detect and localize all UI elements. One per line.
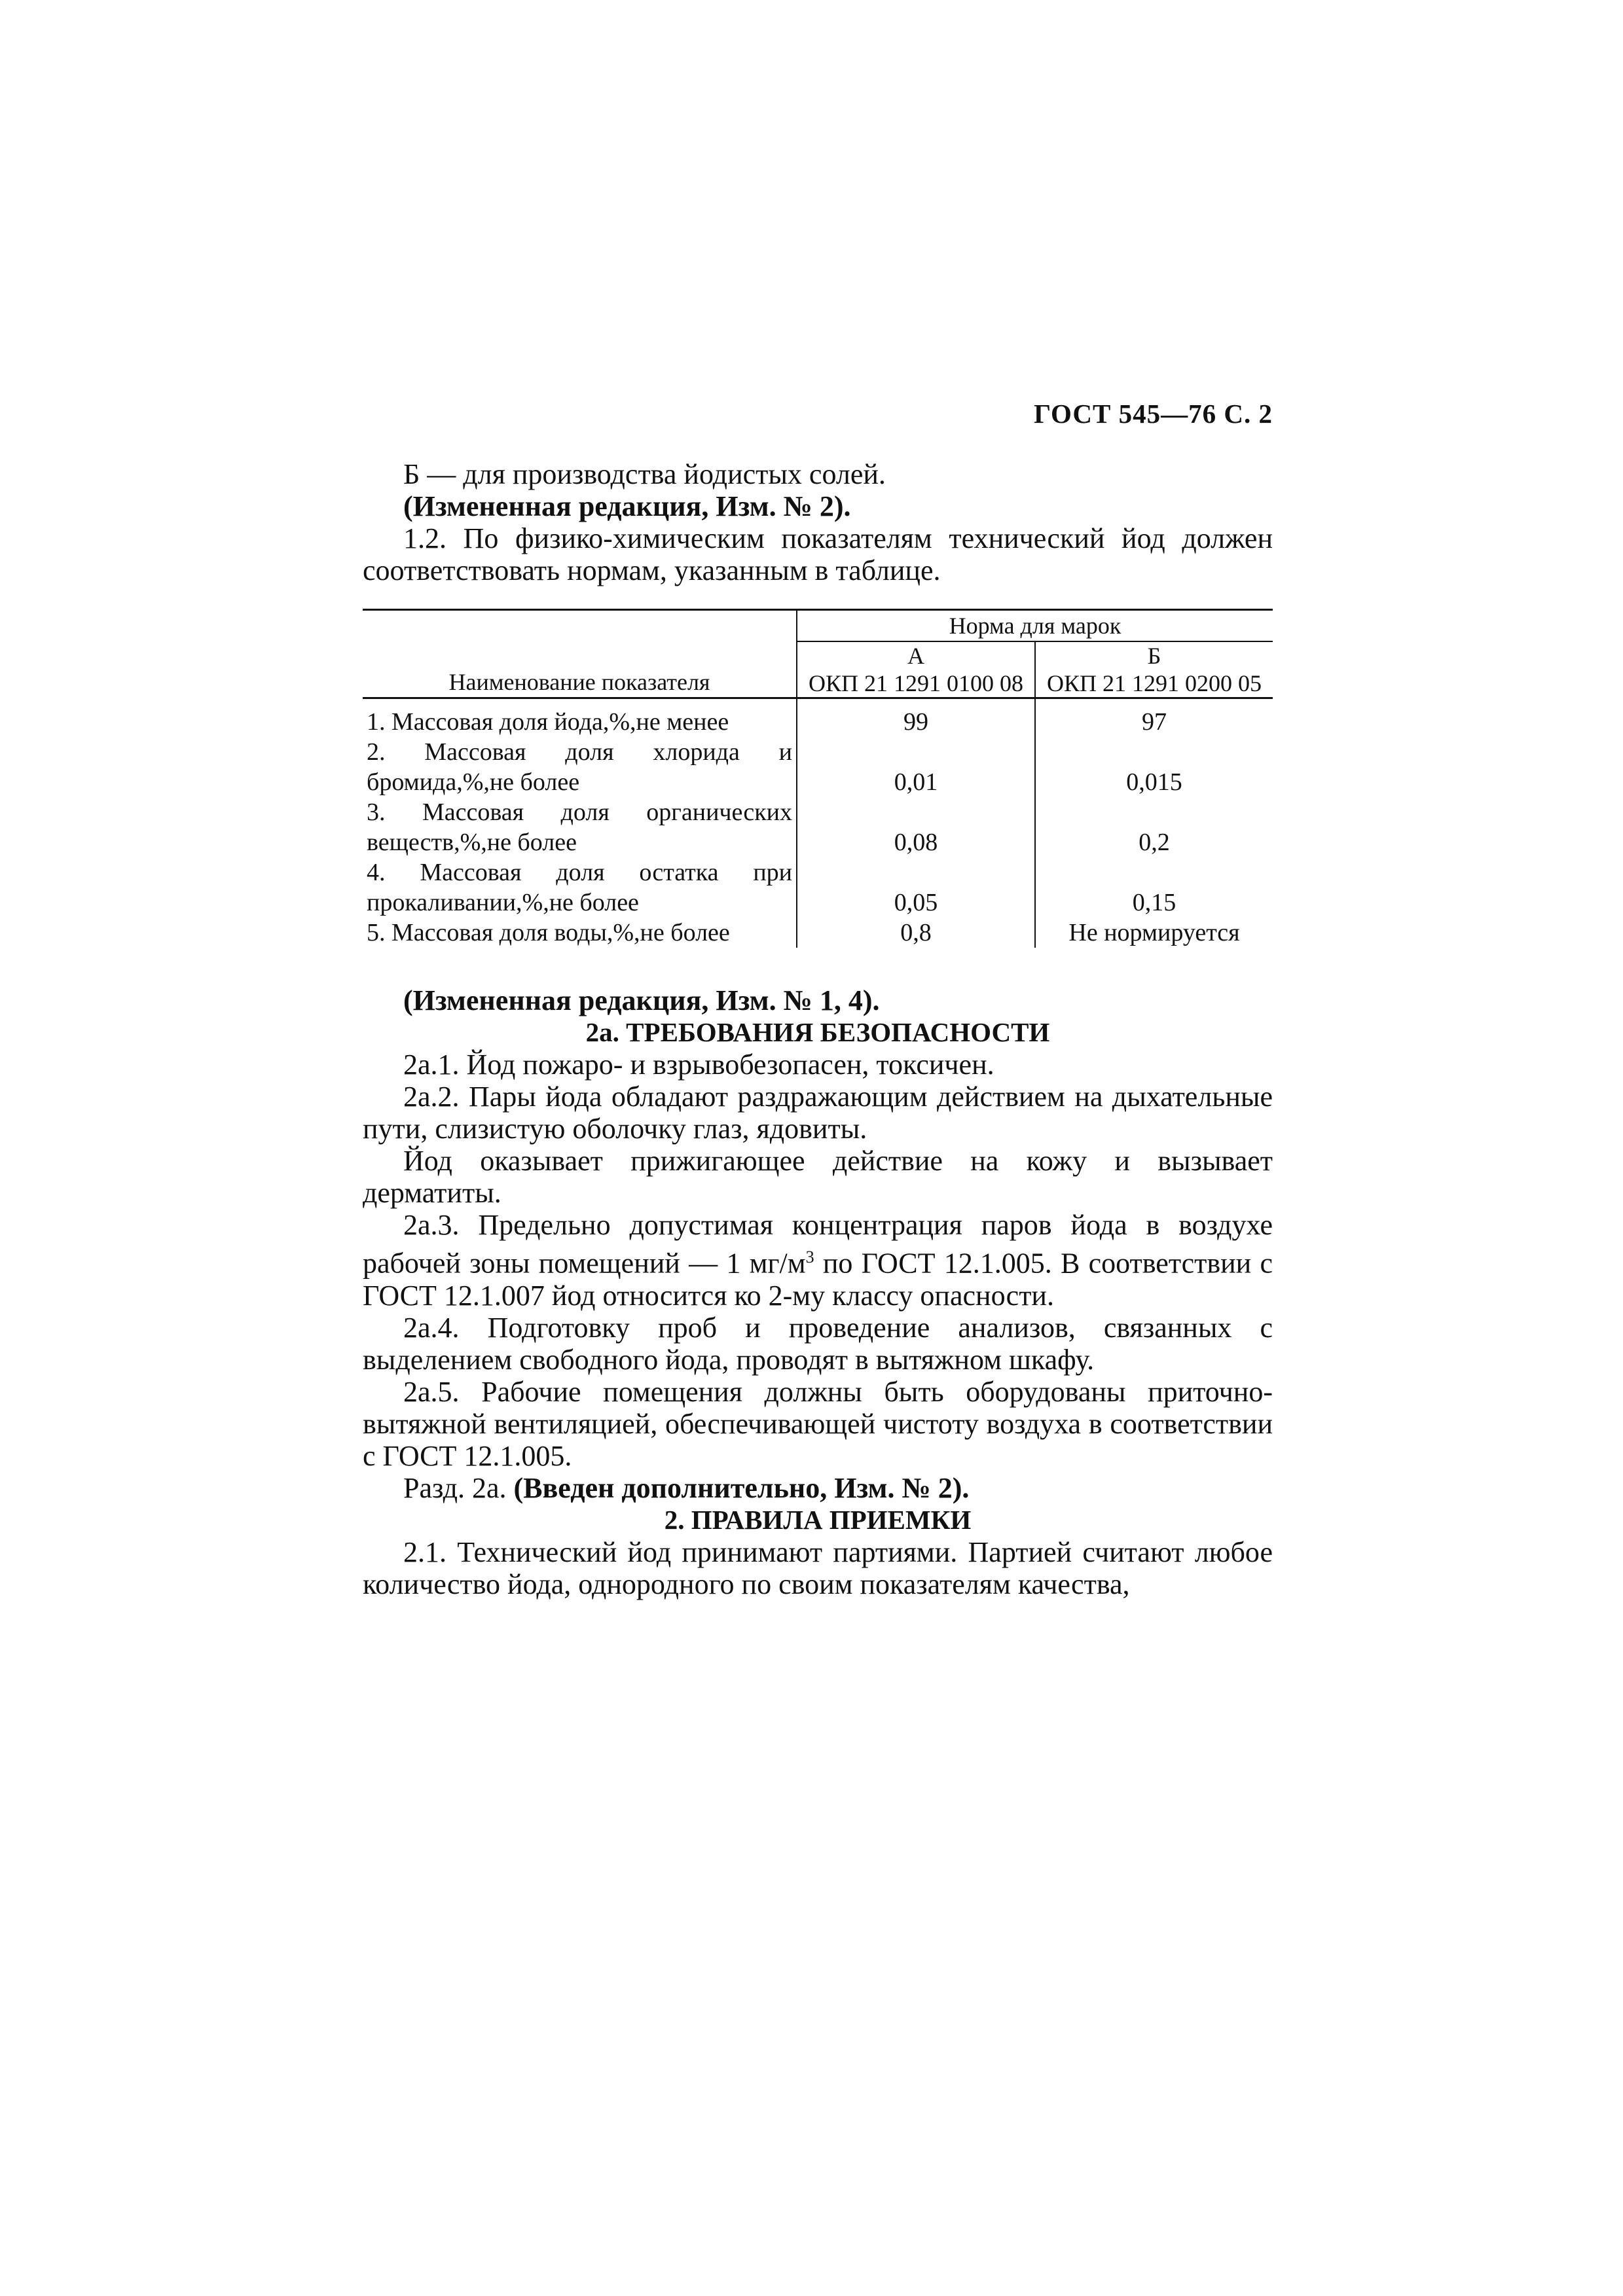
section-heading-2: 2. ПРАВИЛА ПРИЕМКИ [664, 1504, 972, 1535]
clause-2a-5: 2а.5. Рабочие помещения должны быть оборудованы приточно-вытяжной вентиляцией, обеспечивающей чистоту воздуха в соответствии с ГОСТ 12.1.005. [363, 1375, 1273, 1472]
row-name: 2. Массовая доля хлорида и бромида,%,не более [363, 737, 797, 797]
row-value-a: 0,05 [797, 857, 1035, 918]
row-value-a: 0,01 [797, 737, 1035, 797]
clause-2a-1: 2а.1. Йод пожаро- и взрывобезопасен, токсичен. [403, 1049, 994, 1081]
grade-a-label: А [907, 643, 925, 669]
row-value-b: 0,2 [1139, 829, 1170, 856]
amendment-note-table: (Измененная редакция, Изм. № 1, 4). [403, 984, 880, 1016]
table-header-norm: Норма для марок [797, 610, 1273, 642]
clause-2a-3-text-end: по ГОСТ 12.1.005. В соответствии с ГОСТ 12.1.007 йод относится ко 2-му классу опасности. [363, 1247, 1273, 1312]
table-row [363, 797, 1273, 857]
table-header-grade-a [797, 641, 1035, 698]
grade-a-code: ОКП 21 1291 0100 08 [809, 670, 1024, 696]
grade-b-code: ОКП 21 1291 0200 05 [1047, 670, 1262, 696]
row-value-a: 0,08 [797, 797, 1035, 857]
section-2a-note [363, 1472, 1273, 1504]
table-header-grade-b [1035, 641, 1273, 698]
row-value-a: 99 [797, 698, 1035, 738]
clause-2a-4: 2а.4. Подготовку проб и проведение анализов, связанных с выделением свободного йода, проводят в вытяжном шкафу. [363, 1311, 1273, 1376]
table-row [363, 857, 1273, 918]
paragraph-grade-b: Б — для производства йодистых солей. [403, 458, 886, 490]
amendment-note: (Измененная редакция, Изм. № 2). [403, 490, 851, 522]
grade-b-label: Б [1147, 643, 1161, 669]
clause-2-1: 2.1. Технический йод принимают партиями. Партией считают любое количество йода, однородного по своим показателям качества, [363, 1535, 1273, 1600]
table-header-name: Наименование показателя [363, 610, 797, 698]
clause-2a-3-text: 2а.3. Предельно допустимая концентрация паров йода в воздухе рабочей зоны помещений — 1 мг/м [363, 1209, 1273, 1280]
clause-1-2: 1.2. По физико-химическим показателям технический йод должен соответствовать нормам, указанным в таблице. [363, 522, 1273, 586]
table-row [363, 698, 1273, 738]
clause-2a-2-cont: Йод оказывает прижигающее действие на кожу и вызывает дерматиты. [363, 1145, 1273, 1209]
page-number: ГОСТ 545—76 С. 2 [1033, 399, 1273, 429]
row-value-b: 0,15 [1132, 889, 1176, 916]
row-value-b: 97 [1142, 708, 1167, 736]
row-name: 3. Массовая доля органических веществ,%,не более [363, 797, 797, 857]
row-name: 5. Массовая доля воды,%,не более [363, 918, 797, 948]
table-row [363, 918, 1273, 948]
clause-2a-2: 2а.2. Пары йода обладают раздражающим действием на дыхательные пути, слизистую оболочку глаз, ядовиты. [363, 1081, 1273, 1145]
table-row [363, 737, 1273, 797]
section-2a-note-prefix: Разд. 2а. [403, 1471, 507, 1504]
row-value-b: 0,015 [1126, 768, 1182, 796]
row-name: 4. Массовая доля остатка при прокаливании,%,не более [363, 857, 797, 918]
specification-table [363, 609, 1273, 948]
superscript: 3 [805, 1247, 814, 1266]
section-2a-note-bold: (Введен дополнительно, Изм. № 2). [513, 1471, 970, 1504]
row-value-b: Не нормируется [1068, 919, 1240, 946]
row-value-a: 0,8 [797, 918, 1035, 948]
clause-2a-3 [363, 1209, 1273, 1312]
row-name: 1. Массовая доля йода,%,не менее [363, 698, 797, 738]
section-heading-2a: 2а. ТРЕБОВАНИЯ БЕЗОПАСНОСТИ [585, 1017, 1050, 1047]
document-body [363, 458, 1273, 1600]
